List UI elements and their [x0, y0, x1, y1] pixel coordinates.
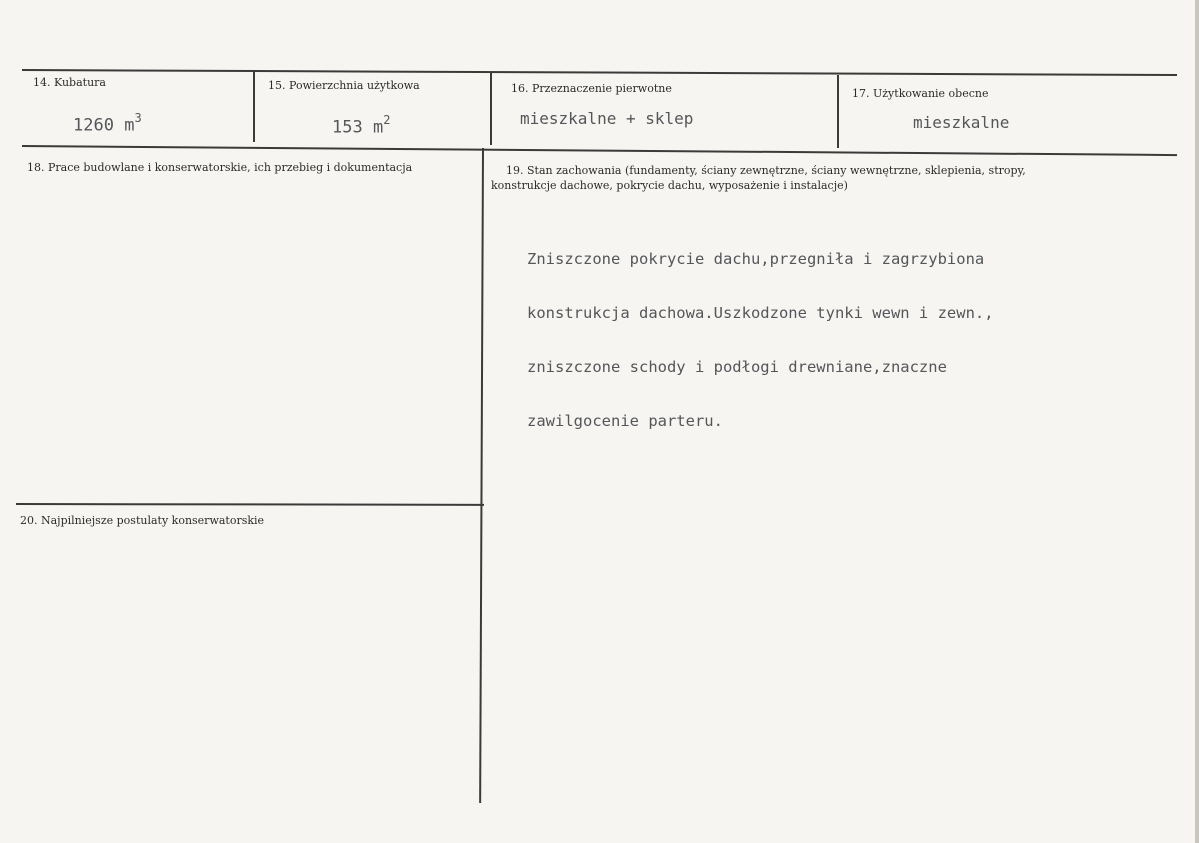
area-number: 153: [332, 117, 363, 138]
cubature-number: 1260: [73, 115, 114, 136]
field-17-label: 17. Użytkowanie obecne: [852, 87, 989, 100]
area-exponent: 2: [383, 113, 391, 127]
column-divider-2: [490, 72, 492, 145]
paper-edge: [1195, 0, 1199, 843]
field-18-label: 18. Prace budowlane i konserwatorskie, ich przebieg i dokumentacja: [27, 161, 413, 174]
field-15-label: 15. Powierzchnia użytkowa: [268, 79, 420, 92]
field-15-value: [332, 115, 390, 138]
column-divider-3: [837, 75, 839, 148]
condition-line-2: konstrukcja dachowa.Uszkodzone tynki wewn i zewn.,: [527, 304, 994, 322]
cubature-exponent: 3: [134, 111, 142, 125]
field-16-label: 16. Przeznaczenie pierwotne: [511, 82, 672, 95]
condition-description: [527, 214, 994, 448]
left-section-divider: [16, 503, 484, 506]
field-20-label: 20. Najpilniejsze postulaty konserwatorskie: [20, 514, 265, 527]
condition-line-4: zawilgocenie parteru.: [527, 412, 723, 430]
field-17-value: mieszkalne: [913, 113, 1010, 132]
column-divider-1: [253, 72, 255, 142]
field-14-value: [73, 113, 142, 136]
main-column-divider: [479, 148, 484, 803]
condition-line-3: zniszczone schody i podłogi drewniane,znaczne: [527, 358, 947, 376]
cubature-unit: m: [124, 115, 135, 136]
form-top-border: [22, 69, 1177, 76]
area-unit: m: [372, 117, 384, 138]
field-19-label-line-1: 19. Stan zachowania (fundamenty, ściany zewnętrzne, ściany wewnętrzne, sklepienia, stropy,: [506, 164, 1026, 177]
field-19-label-line-2: konstrukcje dachowe, pokrycie dachu, wyposażenie i instalacje): [491, 179, 848, 192]
condition-line-1: Zniszczone pokrycie dachu,przegniła i zagrzybiona: [527, 250, 985, 268]
form-row-divider: [22, 145, 1177, 156]
field-16-value: mieszkalne + sklep: [520, 109, 694, 128]
field-14-label: 14. Kubatura: [33, 76, 106, 89]
